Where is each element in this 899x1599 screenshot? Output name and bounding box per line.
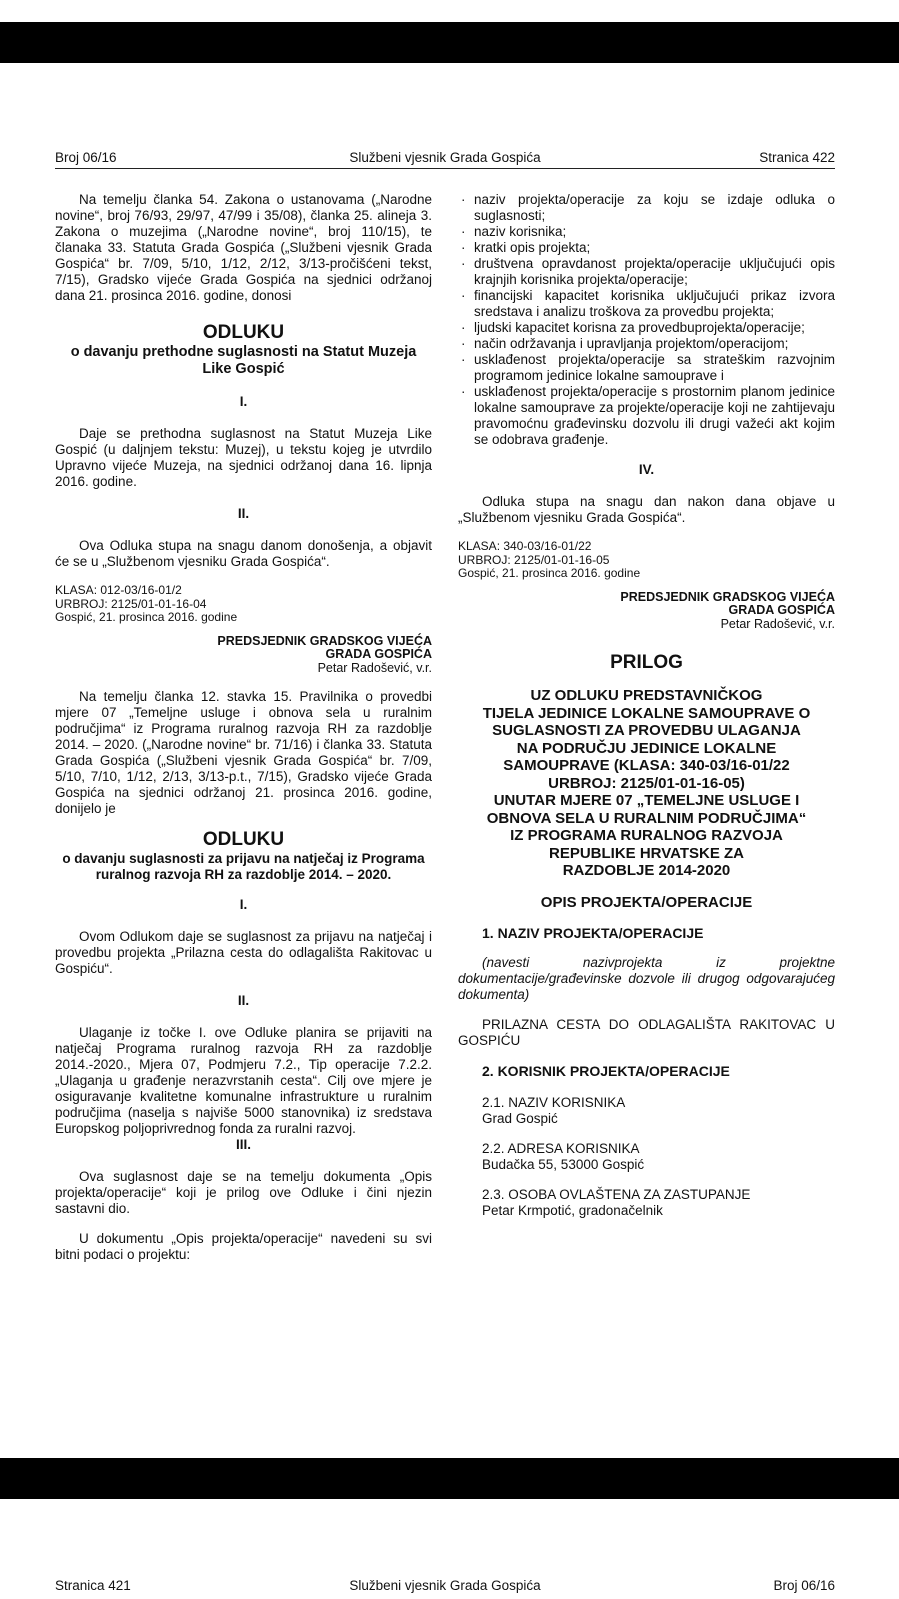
annex-subtitle-line: OBNOVA SELA U RURALNIM PODRUČJIMA“ <box>486 809 807 827</box>
decision2-signatory-name: Petar Radošević, v.r. <box>720 616 835 631</box>
right-column <box>458 192 835 1219</box>
section-1-heading: 1. NAZIV PROJEKTA/OPERACIJE <box>482 925 704 941</box>
annex-subtitle <box>458 687 835 880</box>
annex-subtitle-line: SUGLASNOSTI ZA PROVEDBU ULAGANJA <box>492 722 801 739</box>
decision1-article-1: I. <box>239 394 248 409</box>
section-2-1-value: Grad Gospić <box>482 1111 558 1126</box>
decision2-signatory-city: GRADA GOSPIĆA <box>728 603 835 617</box>
next-header-publication-title: Službeni vjesnik Grada Gospića <box>349 1578 541 1593</box>
header-page-number: Stranica 422 <box>759 150 835 165</box>
next-header-issue-number: Broj 06/16 <box>773 1578 835 1593</box>
decision1-article-1-text: Daje se prethodna suglasnost na Statut Muzeja Like Gospić (u daljnjem tekstu: Muzej), u tekstu kojeg je utvrdilo Upravno vijeće Muzeja, na sjednici održanoj dana 16. lipnja 2016. godine. <box>55 426 432 489</box>
decision1-article-2-text: Ova Odluka stupa na snagu danom donošenja, a objavit će se u „Službenom vjesniku Grada Gospića“. <box>55 538 432 569</box>
section-1-instruction: (navesti nazivprojekta iz projektne dokumentacije/građevinske dozvole ili drugog odgovarajućeg dokumenta) <box>458 955 835 1002</box>
annex-subtitle-line: UZ ODLUKU PREDSTAVNIČKOG <box>530 687 763 704</box>
decision2-intro: Na temelju članka 12. stavka 15. Pravilnika o provedbi mjere 07 „Temeljne usluge i obnova sela u ruralnim područjima“ iz Programa ruralnog razvoja RH za razdoblje 2014. – 2020. („Narodne novine“ br. 71/16) i članka 33. Statuta Grada Gospića („Službeni vjesnik Grada Gospića“ br. 7/09, 5/10, 7/10, 1/12, 2/13, 3/13-p.t., 7/15), Gradsko vijeće Grada Gospića na sjednici održanoj 21. prosinca 2016. godine, donijelo je <box>55 689 432 816</box>
decision2-article-4: IV. <box>638 462 655 477</box>
annex-subtitle-line: SAMOUPRAVE (KLASA: 340-03/16-01/22 <box>503 757 790 774</box>
decision1-title: ODLUKU <box>202 322 285 343</box>
header-publication-title: Službeni vjesnik Grada Gospića <box>349 150 541 165</box>
section-2-1-label: 2.1. NAZIV KORISNIKA <box>482 1095 626 1110</box>
list-item: · naziv projekta/operacije za koju se izdaje odluka o suglasnosti; <box>458 192 835 224</box>
annex-subtitle-line: IZ PROGRAMA RURALNOG RAZVOJA <box>510 827 783 844</box>
annex-subtitle-line: UNUTAR MJERE 07 „TEMELJNE USLUGE I <box>493 792 800 809</box>
annex-subtitle-line: REPUBLIKE HRVATSKE ZA <box>548 844 744 862</box>
decision1-article-2: II. <box>237 506 250 521</box>
annex-subtitle-line: TIJELA JEDINICE LOKALNE SAMOUPRAVE O <box>482 704 811 722</box>
decision2-article-3-list-intro: U dokumentu „Opis projekta/operacije“ navedeni su svi bitni podaci o projektu: <box>55 1231 432 1262</box>
list-item: · način održavanja i upravljanja projektom/operacijom; <box>458 336 835 352</box>
project-data-list <box>458 192 835 448</box>
decision1-signatory-city: GRADA GOSPIĆA <box>325 647 432 661</box>
decision2-subtitle: o davanju suglasnosti za prijavu na natječaj iz Programa ruralnog razvoja RH za razdoblje 2014. – 2020. <box>62 851 425 882</box>
top-black-bar <box>0 22 899 63</box>
list-item: · društvena opravdanost projekta/operacije uključujući opis krajnjih korisnika projekta/operacije; <box>458 256 835 288</box>
next-header-page-number: Stranica 421 <box>55 1578 131 1593</box>
list-item: · ljudski kapacitet korisna za provedbuprojekta/operacije; <box>458 320 835 336</box>
decision1-signatory-name: Petar Radošević, v.r. <box>317 660 432 675</box>
decision1-urbroj: URBROJ: 2125/01-01-16-04 <box>55 596 207 611</box>
decision1-intro: Na temelju članka 54. Zakona o ustanovama („Narodne novine“, broj 76/93, 29/97, 47/99 i 35/08), članka 25. alineja 3. Zakona o muzejima („Narodne novine“, broj 110/15), te članaka 33. Statuta Grada Gospića („Službeni vjesnik Grada Gospića“ br. 7/09, 5/10, 1/12, 2/12, 3/13-pročišćeni tekst, 7/15), Gradsko vijeće Grada Gospića na sjednici održanoj dana 21. prosinca 2016. godine, donosi <box>55 192 432 303</box>
annex-subtitle-line: RAZDOBLJE 2014-2020 <box>562 862 731 879</box>
section-2-heading: 2. KORISNIK PROJEKTA/OPERACIJE <box>482 1063 730 1079</box>
header-issue-number: Broj 06/16 <box>55 150 117 165</box>
list-item: · naziv korisnika; <box>458 224 835 240</box>
decision2-article-1-text: Ovom Odlukom daje se suglasnost za prijavu na natječaj i provedbu projekta „Prilazna cesta do odlagališta Rakitovac u Gospiću“. <box>55 929 432 976</box>
project-description-heading: OPIS PROJEKTA/OPERACIJE <box>540 893 753 911</box>
decision1-subtitle: o davanju prethodne suglasnosti na Statut Muzeja Like Gospić <box>70 344 417 377</box>
decision2-signatory-title: PREDSJEDNIK GRADSKOG VIJEĆA <box>620 589 835 604</box>
section-1-project-name: PRILAZNA CESTA DO ODLAGALIŠTA RAKITOVAC U GOSPIĆU <box>458 1017 835 1048</box>
decision2-title: ODLUKU <box>202 829 285 850</box>
left-column <box>55 192 432 1263</box>
decision2-article-4-text: Odluka stupa na snagu dan nakon dana objave u „Službenom vjesniku Grada Gospića“. <box>458 494 835 525</box>
header-rule <box>55 168 835 169</box>
decision2-article-1: I. <box>239 897 248 912</box>
annex-title: PRILOG <box>610 652 683 673</box>
decision2-article-2-text: Ulaganje iz točke I. ove Odluke planira se prijaviti na natječaj Programa ruralnog razvoja RH za razdoblje 2014.-2020., Mjera 07, Podmjeru 7.2., Tip operacije 7.2.2. „Ulaganja u građenje nerazvrstanih cesta“. Cilj ove mjere je osiguravanje kvalitetne komunalne infrastrukture u ruralnim područjima (naselja s najviše 5000 stanovnika) iz sredstava Europskog poljoprivrednog fonda za ruralni razvoj. <box>55 1025 432 1136</box>
list-item: · financijski kapacitet korisnika uključujući prikaz izvora sredstava i analizu troškova za provedbu projekta; <box>458 288 835 320</box>
decision1-klasa: KLASA: 012-03/16-01/2 <box>55 583 182 597</box>
decision2-place-date: Gospić, 21. prosinca 2016. godine <box>458 566 641 580</box>
bottom-black-bar <box>0 1458 899 1499</box>
decision2-klasa: KLASA: 340-03/16-01/22 <box>458 539 592 553</box>
annex-subtitle-line: URBROJ: 2125/01-01-16-05) <box>548 774 745 792</box>
list-item: · usklađenost projekta/operacije sa strateškim razvojnim programom jedinice lokalne samouprave i <box>458 352 835 384</box>
decision1-place-date: Gospić, 21. prosinca 2016. godine <box>55 610 238 624</box>
list-item: · usklađenost projekta/operacije s prostornim planom jedinice lokalne samouprave za projekte/operacije koji ne zahtijevaju pravomoćnu građevinsku dozvolu ili drugi važeći akt kojim se odobrava građenje. <box>458 384 835 448</box>
decision2-article-3-text: Ova suglasnost daje se na temelju dokumenta „Opis projekta/operacije“ koji je prilog ove Odluke i čini njezin sastavni dio. <box>55 1169 432 1216</box>
decision2-article-2: II. <box>237 993 250 1008</box>
section-2-2-label: 2.2. ADRESA KORISNIKA <box>482 1141 640 1156</box>
section-2-3-label: 2.3. OSOBA OVLAŠTENA ZA ZASTUPANJE <box>482 1187 751 1202</box>
decision2-article-3: III. <box>235 1137 251 1152</box>
list-item: · kratki opis projekta; <box>458 240 835 256</box>
section-2-2-value: Budačka 55, 53000 Gospić <box>482 1157 645 1172</box>
decision2-urbroj: URBROJ: 2125/01-01-16-05 <box>458 552 610 567</box>
decision1-signatory-title: PREDSJEDNIK GRADSKOG VIJEĆA <box>217 633 432 648</box>
annex-subtitle-line: NA PODRUČJU JEDINICE LOKALNE <box>516 739 777 757</box>
section-2-3-value: Petar Krmpotić, gradonačelnik <box>482 1203 663 1218</box>
